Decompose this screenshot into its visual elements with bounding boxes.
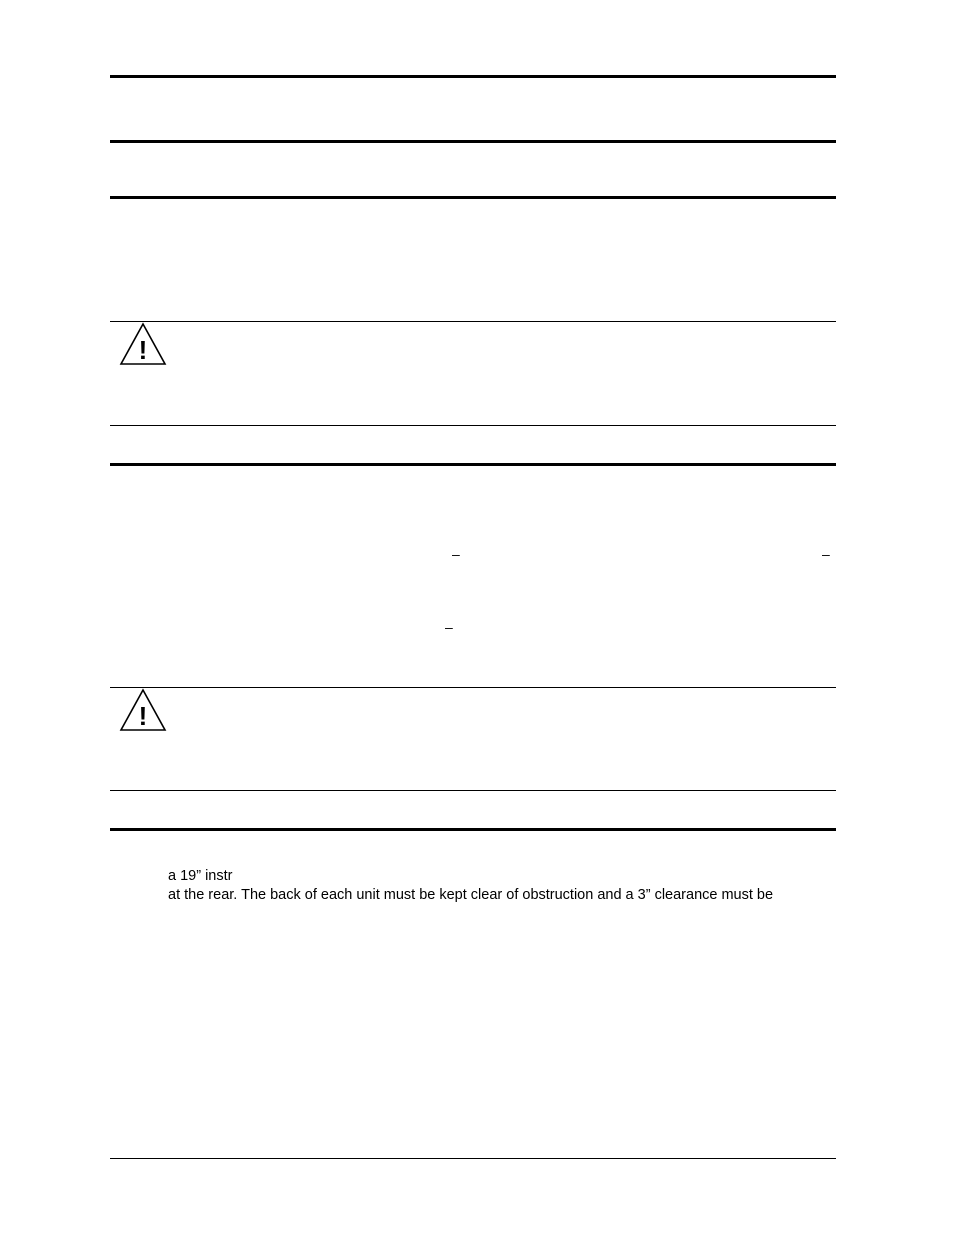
install-text-line-2: at the rear. The back of each unit must be kept clear of obstruction and a 3” clearance must be (168, 887, 774, 903)
dash-mark: – (452, 546, 460, 562)
section-rule-3 (110, 463, 836, 466)
warning-box-top-rule-2 (110, 687, 836, 688)
warning-box-top-rule-1 (110, 321, 836, 322)
dash-mark: – (445, 619, 453, 635)
section-rule-1 (110, 140, 836, 143)
header-rule-top (110, 75, 836, 78)
warning-box-bottom-rule-1 (110, 425, 836, 426)
install-text-line-1: a 19” instr (168, 868, 233, 884)
warning-glyph: ! (138, 701, 148, 731)
warning-box-bottom-rule-2 (110, 790, 836, 791)
warning-triangle-icon (119, 688, 167, 732)
section-rule-4 (110, 828, 836, 831)
section-rule-2 (110, 196, 836, 199)
footer-rule (110, 1158, 836, 1159)
warning-triangle-icon (119, 322, 167, 366)
dash-mark: – (822, 546, 830, 562)
warning-glyph: ! (138, 335, 148, 365)
